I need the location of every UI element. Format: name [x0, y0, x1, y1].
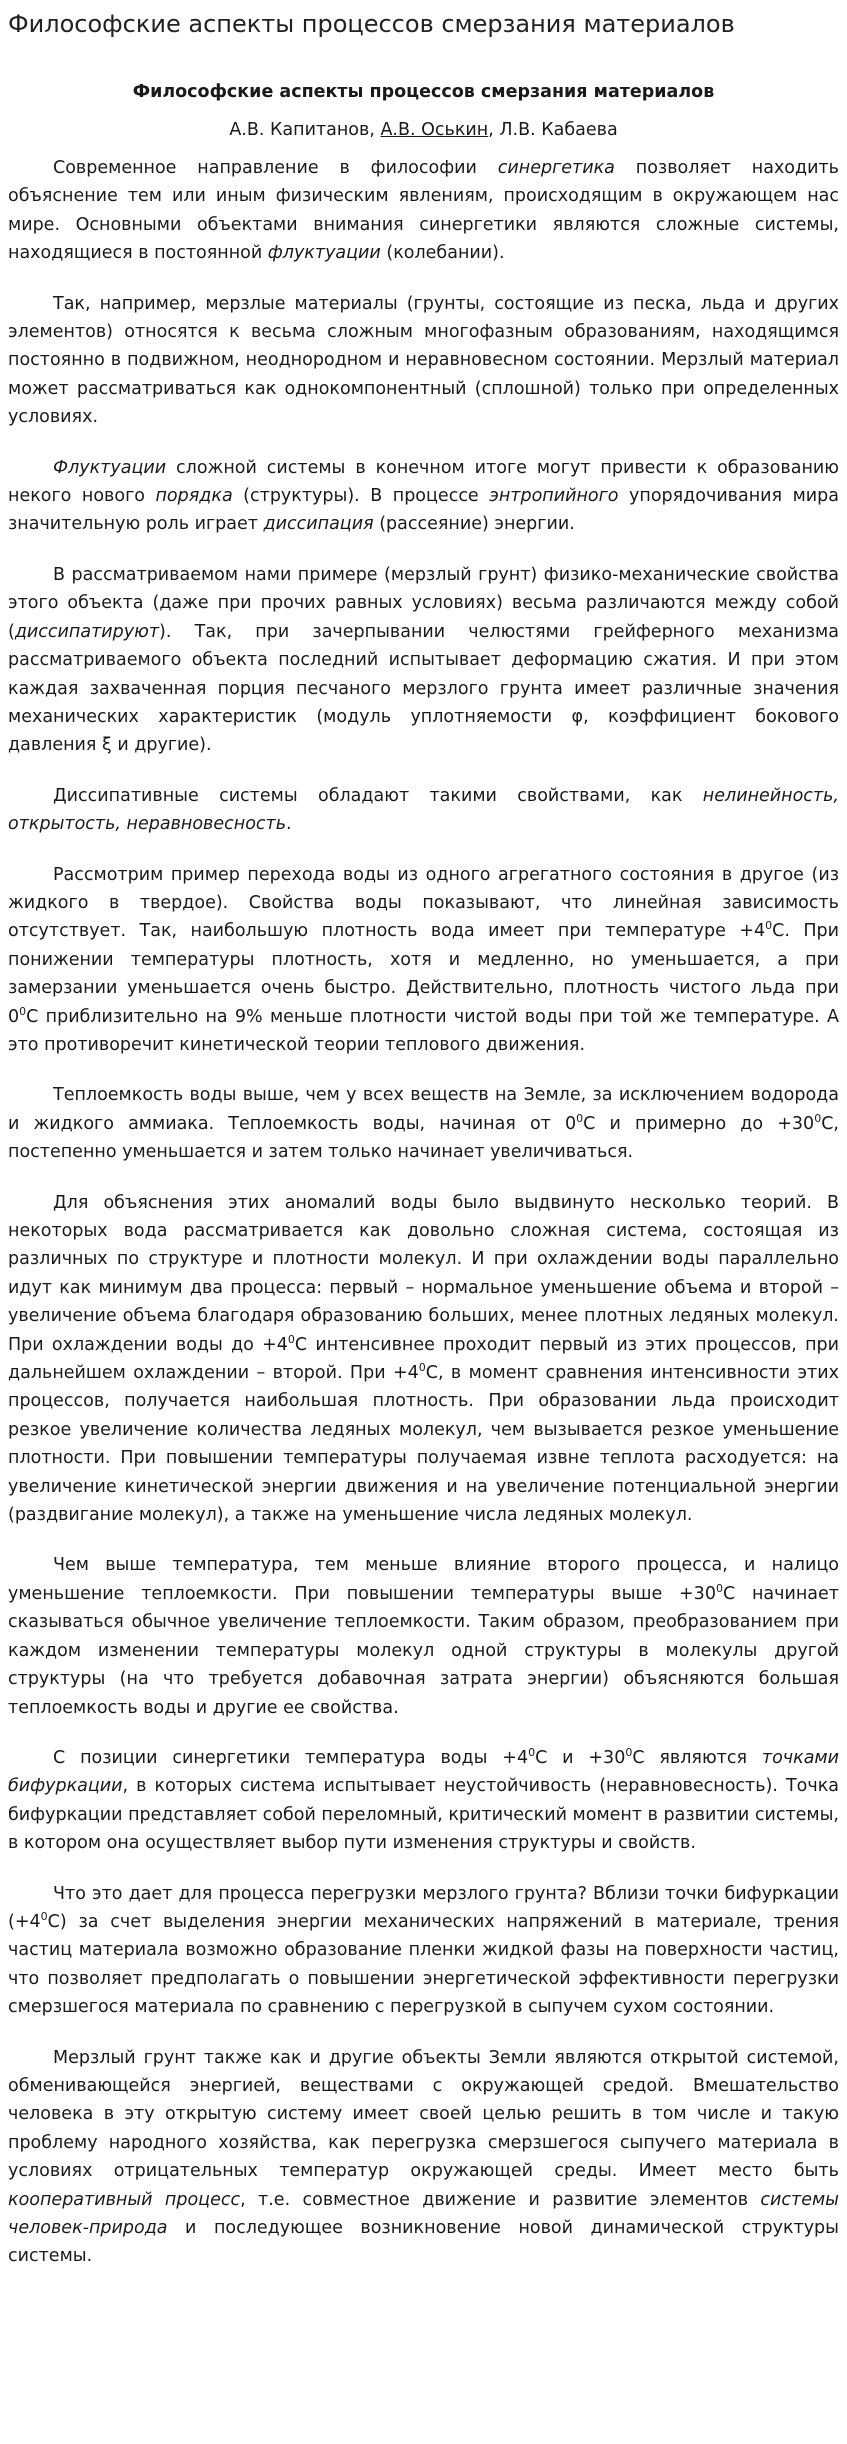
page-header-title: Философские аспекты процессов смерзания материалов — [8, 10, 735, 38]
paragraph-3 — [8, 454, 839, 539]
text-run: позволяет находить объяснение тем или иным физическим явлениям, происходящим в окружающем нас мире. Основными объектами внимания синергетики являются сложные системы, находящиеся в постоянной — [8, 158, 839, 264]
italic-term: диссипатируют — [14, 621, 160, 642]
italic-term: кооперативный процесс — [8, 2189, 241, 2210]
text-run: С начинает сказываться обычное увеличение теплоемкости. Таким образом, преобразованием при каждом изменении температуры молекул одной структуры в молекулы другой структуры (на что требуется добавочная затрата энергии) объясняются большая теплоемкость воды и другие ее свойства. — [8, 1583, 839, 1718]
text-run: Теплоемкость воды выше, чем у всех веществ на Земле, за исключением водорода и жидкого аммиака. Теплоемкость воды, начиная от 0 — [8, 1085, 839, 1134]
italic-term: системы человек-природа — [8, 2189, 840, 2238]
italic-term: флуктуации — [267, 243, 381, 264]
text-run: С приблизительно на 9% меньше плотности чистой воды при той же температуре. А это противоречит кинетической теории теплового движения. — [8, 1006, 839, 1055]
author-kapitanov: А.В. Капитанов, — [229, 120, 381, 140]
text-run: (рассеяние) энергии. — [373, 514, 575, 535]
italic-term: нелинейность, открытость, неравновесность — [8, 785, 839, 835]
text-run: С позиции синергетики температура воды +4 — [53, 1747, 529, 1768]
author-kabaeva: , Л.В. Кабаева — [488, 120, 618, 140]
text-run: С являются — [632, 1747, 762, 1768]
degree-superscript: 0 — [418, 1361, 426, 1375]
text-run: Диссипативные системы обладают такими свойствами, как — [53, 785, 703, 806]
italic-term: Флуктуации — [53, 457, 167, 478]
text-run: Что это дает для процесса перегрузки мерзлого грунта? Вблизи точки бифуркации (+4 — [8, 1883, 839, 1932]
text-run: С) за счет выделения энергии механических напряжений в материале, трения частиц материала возможно образование пленки жидкой фазы на поверхности частиц, что позволяет предполагать о повышении энергетической эффективности перегрузки смерзшегося материала по сравнению с перегрузкой в сыпучем сухом состоянии. — [8, 1911, 839, 2018]
text-run: Чем выше температура, тем меньше влияние второго процесса, и налицо уменьшение теплоемкости. При повышении температуры выше +30 — [8, 1555, 839, 1604]
degree-superscript: 0 — [576, 1111, 584, 1125]
text-run: С и примерно до +30 — [583, 1113, 815, 1134]
text-run: (колебании). — [380, 243, 505, 264]
paragraph-9 — [8, 1551, 839, 1721]
article — [0, 78, 847, 2271]
text-run: Для объяснения этих аномалий воды было выдвинуто несколько теорий. В некоторых вода рассматривается как довольно сложная система, состоящая из различных по структуре и плотности молекул. И при охлаждении воды параллельно идут как минимум два процесса: первый – нормальное уменьшение объема и второй – увеличение объема благодаря образованию больших, менее плотных ледяных молекул. При охлаждении воды до +4 — [8, 1192, 839, 1355]
italic-term: синергетика — [497, 158, 615, 178]
text-run: упорядочивания мира значительную роль играет — [8, 486, 839, 535]
paragraph-5 — [8, 782, 839, 839]
degree-superscript: 0 — [765, 919, 773, 933]
paragraph-7 — [8, 1081, 839, 1166]
text-run: . — [286, 814, 292, 835]
text-run: С. При понижении температуры плотность, хотя и медленно, но уменьшается, а при замерзании уменьшается очень быстро. Действительно, плотность чистого льда при 0 — [8, 921, 839, 1027]
italic-term: диссипация — [263, 514, 374, 535]
text-run: , т.е. совместное движение и развитие элементов — [240, 2189, 761, 2210]
degree-superscript: 0 — [40, 1910, 48, 1924]
paragraph-8 — [8, 1189, 839, 1530]
text-run: (структуры). В процессе — [232, 486, 490, 507]
paragraph-11 — [8, 1880, 839, 2022]
text-run: ). Так, при зачерпывании челюстями грейферного механизма рассматриваемого объекта последний испытывает деформацию сжатия. И при этом каждая захваченная порция песчаного мерзлого грунта имеет различные значения механических характеристик (модуль уплотняемости φ, коэффициент бокового давления ξ и другие). — [8, 621, 839, 756]
text-run: Так, например, мерзлые материалы (грунты, состоящие из песка, льда и других элементов) относятся к весьма сложным многофазным образованиям, находящимся постоянно в подвижном, неоднородном и неравновесном состоянии. Мерзлый материал может рассматриваться как однокомпонентный (сплошной) только при определенных условиях. — [8, 293, 839, 428]
text-run: сложной системы в конечном итоге могут привести к образованию некого нового — [8, 457, 839, 507]
degree-superscript: 0 — [625, 1746, 633, 1760]
italic-term: энтропийного — [489, 486, 619, 507]
text-run: С, постепенно уменьшается и затем только начинает увеличиваться. — [8, 1113, 839, 1163]
document-title: Философские аспекты процессов смерзания материалов — [132, 82, 715, 102]
italic-term: точками бифуркации — [8, 1747, 839, 1797]
degree-superscript: 0 — [715, 1582, 723, 1596]
text-run: и последующее возникновение новой динамической структуры системы. — [8, 2218, 839, 2267]
paragraph-1 — [8, 154, 839, 268]
degree-superscript: 0 — [814, 1111, 822, 1125]
text-run: , в которых система испытывает неустойчивость (неравновесность). Точка бифуркации представляет собой переломный, критический момент в развитии системы, в котором она осуществляет выбор пути изменения структуры и свойств. — [8, 1776, 839, 1854]
degree-superscript: 0 — [287, 1332, 295, 1346]
text-run: Современное направление в философии — [53, 158, 498, 178]
text-run: Рассмотрим пример перехода воды из одного агрегатного состояния в другое (из жидкого в твердое). Свойства воды показывают, что линейная зависимость отсутствует. Так, наибольшую плотность вода имеет при температуре +4 — [8, 864, 839, 942]
authors-line — [8, 116, 839, 144]
italic-term: порядка — [155, 486, 233, 507]
paragraph-10 — [8, 1744, 839, 1858]
text-run: В рассматриваемом нами примере (мерзлый грунт) физико-механические свойства этого объекта (даже при прочих равных условиях) весьма различаются между собой ( — [8, 564, 839, 642]
paragraph-4 — [8, 561, 839, 760]
text-run: С, в момент сравнения интенсивности этих процессов, получается наибольшая плотность. При образовании льда происходит резкое увеличение количества ледяных молекул, чем вызывается резкое уменьшение плотности. При повышении температуры получаемая извне теплота расходуется: на увеличение кинетической энергии движения и на увеличение потенциальной энергии (раздвигание молекул), а также на уменьшение числа ледяных молекул. — [8, 1363, 839, 1526]
paragraph-6 — [8, 861, 839, 1060]
degree-superscript: 0 — [528, 1746, 536, 1760]
paragraph-2 — [8, 290, 839, 432]
text-run: С интенсивнее проходит первый из этих процессов, при дальнейшем охлаждении – второй. При +4 — [8, 1334, 839, 1384]
degree-superscript: 0 — [19, 1004, 27, 1018]
author-oskin: А.В. Оськин — [380, 120, 489, 140]
text-run: С и +30 — [535, 1747, 626, 1768]
text-run: Мерзлый грунт также как и другие объекты Земли являются открытой системой, обменивающейся энергией, веществами с окружающей средой. Вмешательство человека в эту открытую систему имеет своей целью решить в том числе и такую проблему народного хозяйства, как перегрузка смерзшегося сыпучего материала в условиях отрицательных температур окружающей среды. Имеет место быть — [8, 2047, 839, 2182]
paragraph-12 — [8, 2044, 839, 2271]
